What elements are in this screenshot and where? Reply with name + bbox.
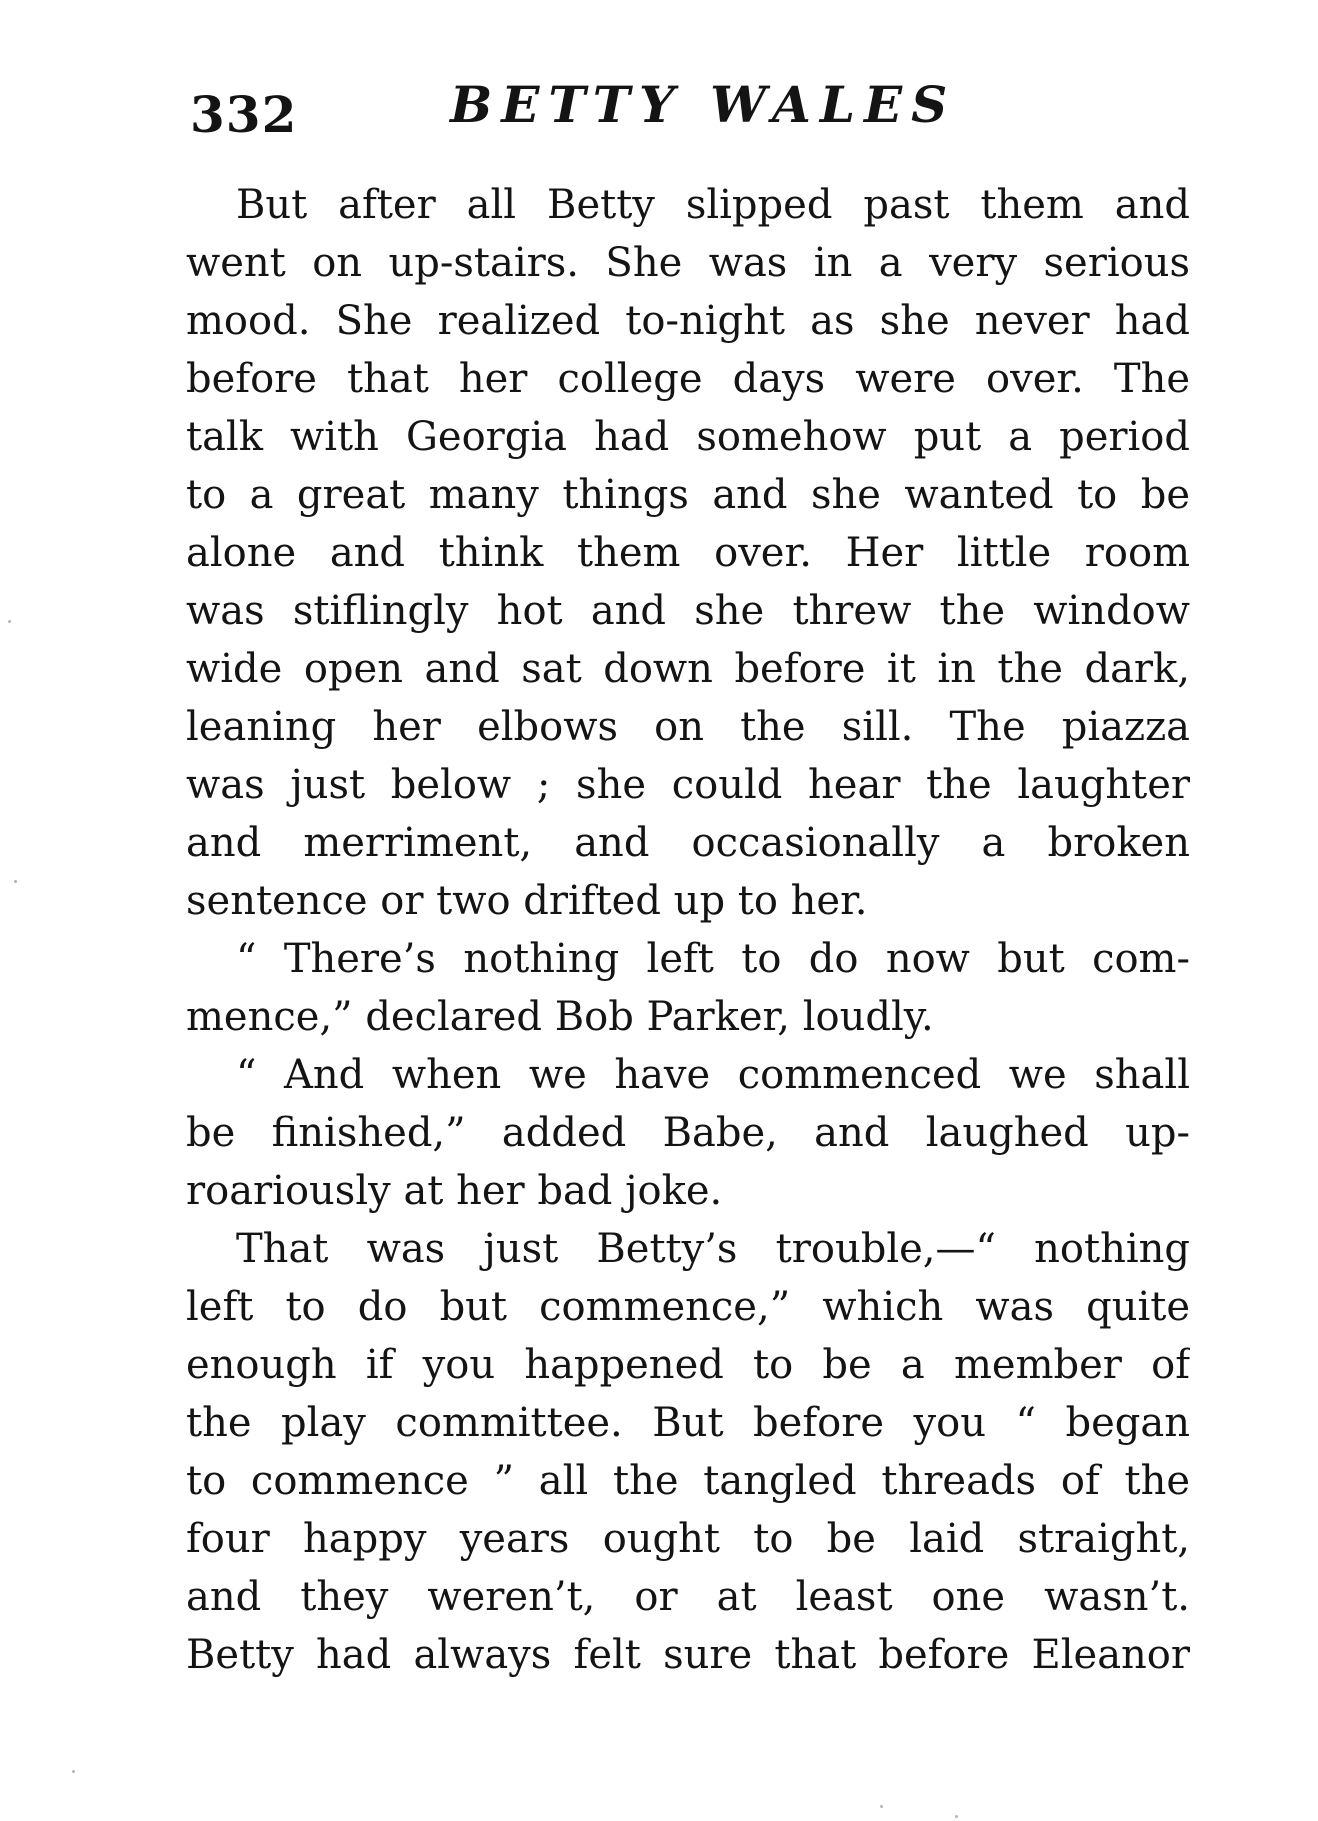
text-line: “ There’s nothing left to do now but com- <box>236 936 1190 982</box>
text-line: sentence or two drifted up to her. <box>186 878 868 924</box>
paper-speck <box>72 1770 75 1773</box>
page-number: 332 <box>190 85 298 144</box>
paper-speck <box>14 880 17 883</box>
text-line: But after all Betty slipped past them and <box>236 182 1190 228</box>
text-line: mood. She realized to-night as she never had <box>186 298 1190 344</box>
text-line: went on up-stairs. She was in a very serious <box>186 240 1190 286</box>
text-line: roariously at her bad joke. <box>186 1168 723 1214</box>
text-line: wide open and sat down before it in the dark, <box>186 646 1190 692</box>
text-line: was stiflingly hot and she threw the window <box>186 588 1190 634</box>
text-line: to a great many things and she wanted to be <box>186 472 1190 518</box>
text-line: be finished,” added Babe, and laughed up- <box>186 1110 1190 1156</box>
text-line: was just below ; she could hear the laughter <box>186 762 1190 808</box>
paper-speck <box>880 1805 883 1808</box>
text-line: “ And when we have commenced we shall <box>236 1052 1190 1098</box>
text-line: to commence ” all the tangled threads of the <box>186 1458 1190 1504</box>
text-line: talk with Georgia had somehow put a period <box>186 414 1190 460</box>
text-line: mence,” declared Bob Parker, loudly. <box>186 994 934 1040</box>
text-line: leaning her elbows on the sill. The piazza <box>186 704 1190 750</box>
text-line: That was just Betty’s trouble,—“ nothing <box>236 1226 1190 1272</box>
text-line: and merriment, and occasionally a broken <box>186 820 1190 866</box>
text-line: the play committee. But before you “ began <box>186 1400 1190 1446</box>
text-line: enough if you happened to be a member of <box>186 1342 1190 1388</box>
paper-speck <box>8 620 11 623</box>
text-line: Betty had always felt sure that before Eleanor <box>186 1632 1190 1678</box>
text-line: and they weren’t, or at least one wasn’t. <box>186 1574 1190 1620</box>
page-header <box>190 75 1190 150</box>
body-text <box>186 176 1190 1684</box>
text-line: four happy years ought to be laid straight, <box>186 1516 1190 1562</box>
running-title: BETTY WALES <box>450 75 957 134</box>
paper-speck <box>955 1815 958 1818</box>
text-line: alone and think them over. Her little room <box>186 530 1190 576</box>
text-line: before that her college days were over. The <box>186 356 1190 402</box>
text-line: left to do but commence,” which was quite <box>186 1284 1190 1330</box>
